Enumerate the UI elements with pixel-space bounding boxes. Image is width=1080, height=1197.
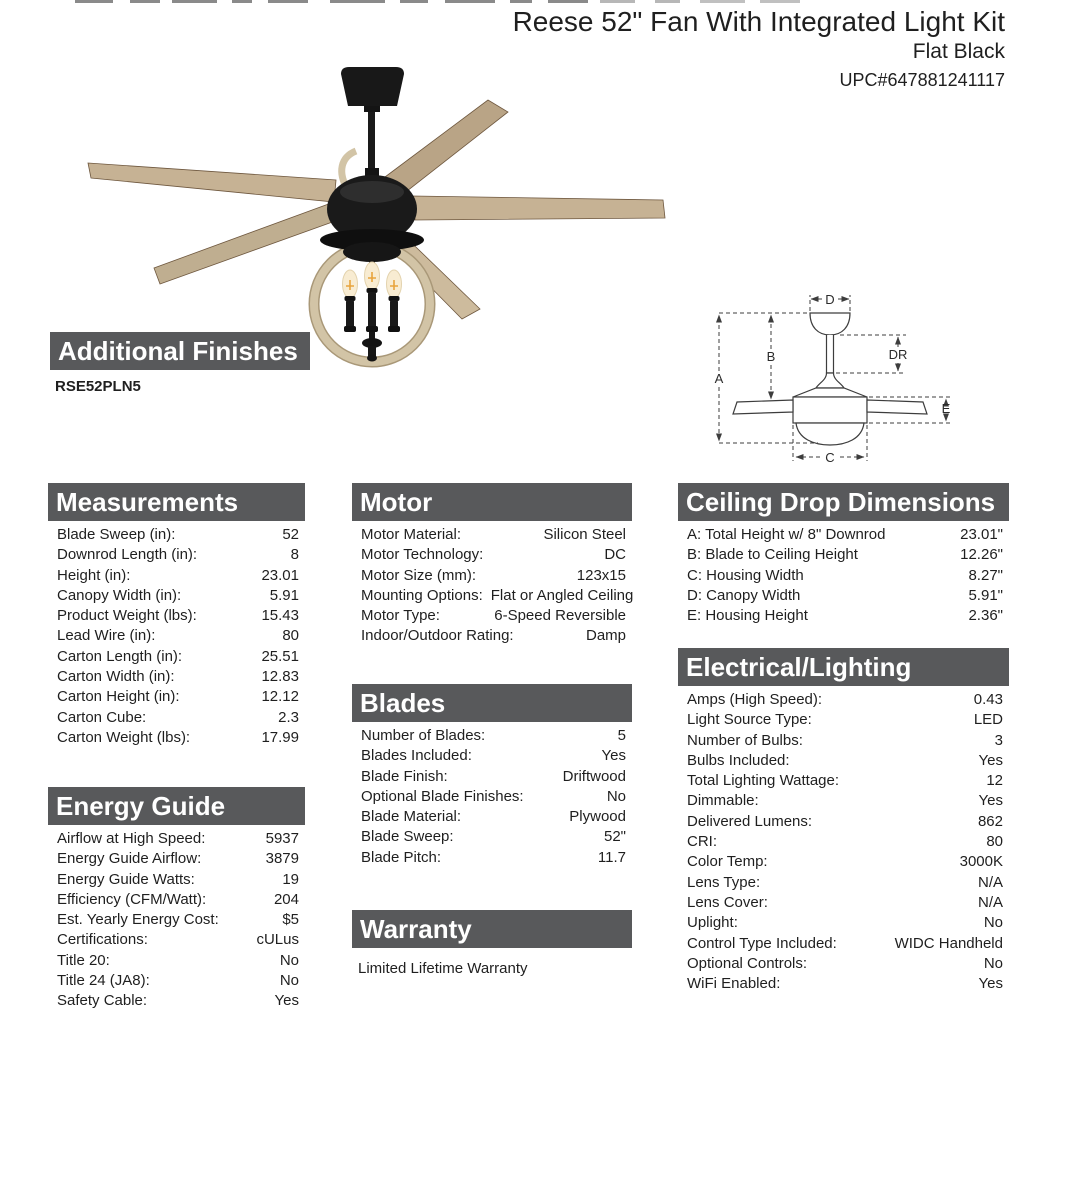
spec-value: LED (973, 711, 1003, 729)
spec-row (48, 971, 305, 991)
light-bulbs (343, 262, 402, 332)
spec-label: E: Housing Height (687, 607, 808, 625)
spec-value: 23.01 (261, 566, 299, 584)
spec-label: Dimmable: (687, 792, 759, 810)
spec-label: Blades Included: (361, 747, 472, 765)
spec-label: WiFi Enabled: (687, 975, 781, 993)
spec-value: 52 (282, 526, 299, 543)
spec-row (48, 930, 305, 950)
dim-label-e: E (941, 401, 951, 416)
spec-row (48, 708, 305, 728)
spec-label: Optional Blade Finishes: (361, 787, 524, 805)
spec-value: 17.99 (261, 728, 299, 746)
dim-B (767, 315, 776, 399)
spec-value: No (279, 951, 299, 969)
spec-row (352, 848, 632, 868)
spec-label: B: Blade to Ceiling Height (687, 546, 858, 564)
electrical-lighting-section (678, 648, 1009, 994)
spec-row (678, 751, 1009, 771)
motor-section (352, 483, 632, 647)
energy-guide-section (48, 787, 305, 1012)
spec-label: Lens Type: (687, 873, 761, 891)
warranty-text: Limited Lifetime Warranty (358, 960, 528, 977)
spec-value: 12.26" (960, 546, 1003, 564)
spec-row (352, 525, 632, 545)
spec-label: Color Temp: (687, 853, 768, 871)
section-header: Motor (352, 483, 632, 521)
spec-value: 6-Speed Reversible (494, 607, 626, 625)
spec-row (48, 545, 305, 565)
spec-row (678, 832, 1009, 852)
spec-value: 5.91 (269, 586, 299, 604)
spec-value: DC (604, 546, 626, 564)
spec-label: Motor Size (mm): (361, 566, 477, 584)
spec-row (678, 586, 1009, 606)
spec-row (678, 566, 1009, 586)
spec-row (352, 827, 632, 847)
spec-value: 11.7 (597, 848, 626, 866)
spec-value: 2.3 (278, 708, 299, 726)
spec-row (678, 791, 1009, 811)
spec-label: Optional Controls: (687, 954, 808, 972)
spec-label: Title 24 (JA8): (57, 972, 150, 990)
spec-label: Blade Sweep (in): (57, 526, 176, 543)
spec-value: No (983, 914, 1003, 932)
spec-value: No (983, 954, 1003, 972)
product-upc: UPC#647881241117 (839, 70, 1005, 90)
spec-row (48, 667, 305, 687)
ceiling-drop-dimensions-section (678, 483, 1009, 626)
section-header: Ceiling Drop Dimensions (678, 483, 1009, 521)
spec-row (352, 606, 632, 626)
spec-value: $5 (282, 911, 299, 929)
spec-label: Carton Length (in): (57, 647, 183, 665)
spec-row (352, 545, 632, 565)
spec-label: C: Housing Width (687, 566, 804, 584)
spec-row (678, 913, 1009, 933)
product-photo (80, 62, 670, 372)
spec-value: 2.36" (968, 607, 1003, 625)
spec-row (48, 829, 305, 849)
additional-finishes-section (50, 332, 310, 395)
spec-value: 19 (282, 870, 299, 888)
spec-value: 52" (603, 828, 626, 846)
spec-row (48, 586, 305, 606)
spec-label: Delivered Lumens: (687, 812, 813, 830)
spec-value: 15.43 (261, 607, 299, 625)
spec-value: Yes (978, 792, 1003, 810)
spec-row (678, 873, 1009, 893)
spec-value: Yes (601, 747, 626, 765)
spec-row (48, 606, 305, 626)
spec-row (48, 687, 305, 707)
warranty-section (352, 910, 632, 977)
spec-value: 80 (282, 627, 299, 645)
spec-value: N/A (977, 873, 1003, 891)
spec-label: Number of Bulbs: (687, 731, 803, 749)
spec-value: 5.91" (968, 586, 1003, 604)
spec-row (678, 893, 1009, 913)
spec-value: N/A (977, 893, 1003, 911)
spec-row (678, 731, 1009, 751)
spec-value: Yes (978, 751, 1003, 769)
spec-value: 5937 (265, 830, 299, 847)
spec-label: Uplight: (687, 914, 738, 932)
spec-value: No (279, 972, 299, 990)
spec-value: 23.01" (960, 526, 1003, 543)
spec-value: 8.27" (968, 566, 1003, 584)
spec-value: Plywood (569, 808, 626, 826)
dim-label-c: C (825, 450, 835, 465)
spec-label: Carton Height (in): (57, 688, 180, 706)
spec-row (678, 525, 1009, 545)
section-header: Additional Finishes (50, 332, 310, 370)
spec-value: 80 (986, 833, 1003, 851)
spec-value: 25.51 (261, 647, 299, 665)
dim-label-a: A (714, 371, 724, 386)
spec-value: 123x15 (576, 566, 626, 584)
spec-label: Title 20: (57, 951, 110, 969)
spec-value: 3000K (959, 853, 1003, 871)
spec-label: Number of Blades: (361, 727, 486, 744)
spec-row (48, 566, 305, 586)
spec-value: WIDC Handheld (894, 934, 1003, 952)
dim-D (810, 292, 850, 311)
spec-row (48, 951, 305, 971)
spec-value: 12 (986, 772, 1003, 790)
spec-value: cULus (256, 931, 299, 949)
spec-row (352, 787, 632, 807)
spec-label: CRI: (687, 833, 717, 851)
spec-label: A: Total Height w/ 8" Downrod (687, 526, 886, 543)
spec-row (678, 606, 1009, 626)
spec-value: 3 (994, 731, 1003, 749)
dim-DR (836, 335, 907, 373)
spec-value: Flat or Angled Ceiling (490, 586, 634, 604)
spec-row (678, 852, 1009, 872)
spec-value: No (606, 787, 626, 805)
fan-canopy (341, 67, 404, 106)
spec-label: Efficiency (CFM/Watt): (57, 890, 207, 908)
spec-label: Blade Sweep: (361, 828, 454, 846)
spec-row (48, 991, 305, 1011)
spec-label: Blade Finish: (361, 767, 448, 785)
spec-value: Yes (978, 975, 1003, 993)
spec-value: Yes (274, 992, 299, 1010)
spec-label: Motor Type: (361, 607, 440, 625)
spec-label: Carton Weight (lbs): (57, 728, 191, 746)
spec-row (678, 545, 1009, 565)
spec-value: 0.43 (973, 691, 1003, 708)
spec-value: Damp (585, 627, 626, 645)
section-header: Blades (352, 684, 632, 722)
spec-row (352, 626, 632, 646)
spec-row (48, 626, 305, 646)
spec-label: Lead Wire (in): (57, 627, 156, 645)
spec-row (678, 974, 1009, 994)
spec-row (48, 910, 305, 930)
blades-section (352, 684, 632, 868)
spec-row (678, 690, 1009, 710)
spec-value: 8 (290, 546, 299, 564)
spec-value: 3879 (265, 850, 299, 868)
dimension-diagram (690, 283, 1010, 478)
section-header: Electrical/Lighting (678, 648, 1009, 686)
spec-row (352, 566, 632, 586)
spec-row (352, 807, 632, 827)
product-finish: Flat Black (912, 40, 1005, 63)
diagram-fan-outline (733, 313, 927, 445)
spec-row (352, 586, 632, 606)
spec-row (352, 746, 632, 766)
spec-value: 862 (977, 812, 1003, 830)
spec-value: 12.83 (261, 668, 299, 686)
spec-label: Indoor/Outdoor Rating: (361, 627, 514, 645)
spec-label: Blade Pitch: (361, 848, 442, 866)
spec-row (48, 890, 305, 910)
spec-value: 204 (273, 890, 299, 908)
product-title: Reese 52" Fan With Integrated Light Kit (512, 6, 1005, 37)
spec-value: 12.12 (261, 688, 299, 706)
dim-label-b: B (766, 349, 776, 364)
spec-value: Silicon Steel (543, 526, 626, 543)
spec-label: Amps (High Speed): (687, 691, 823, 708)
measurements-section (48, 483, 305, 748)
spec-row (678, 812, 1009, 832)
spec-row (352, 767, 632, 787)
section-header: Warranty (352, 910, 632, 948)
spec-label: Safety Cable: (57, 992, 148, 1010)
spec-label: Product Weight (lbs): (57, 607, 197, 625)
spec-label: Motor Material: (361, 526, 462, 543)
spec-row (48, 849, 305, 869)
spec-label: Energy Guide Airflow: (57, 850, 202, 868)
spec-label: Total Lighting Wattage: (687, 772, 840, 790)
spec-row (48, 728, 305, 748)
spec-value: 5 (617, 727, 626, 744)
spec-label: Certifications: (57, 931, 148, 949)
spec-label: Bulbs Included: (687, 751, 790, 769)
spec-row (678, 710, 1009, 730)
spec-label: Mounting Options: (361, 586, 483, 604)
spec-row (48, 525, 305, 545)
spec-row (48, 647, 305, 667)
spec-label: Carton Cube: (57, 708, 147, 726)
section-header: Measurements (48, 483, 305, 521)
spec-value: Driftwood (562, 767, 626, 785)
spec-label: Light Source Type: (687, 711, 812, 729)
spec-label: Height (in): (57, 566, 131, 584)
dim-label-d: D (825, 292, 835, 307)
finish-model-number: RSE52PLN5 (55, 378, 141, 395)
spec-label: Blade Material: (361, 808, 462, 826)
spec-label: Canopy Width (in): (57, 586, 182, 604)
spec-label: Energy Guide Watts: (57, 870, 195, 888)
spec-row (678, 934, 1009, 954)
spec-label: Control Type Included: (687, 934, 837, 952)
spec-row (678, 771, 1009, 791)
spec-label: Carton Width (in): (57, 668, 175, 686)
spec-row (678, 954, 1009, 974)
spec-label: Airflow at High Speed: (57, 830, 206, 847)
spec-row (352, 726, 632, 746)
section-header: Energy Guide (48, 787, 305, 825)
spec-label: Est. Yearly Energy Cost: (57, 911, 219, 929)
spec-row (48, 870, 305, 890)
spec-label: Motor Technology: (361, 546, 484, 564)
spec-label: Downrod Length (in): (57, 546, 198, 564)
spec-label: D: Canopy Width (687, 586, 801, 604)
dim-label-dr: DR (888, 347, 908, 362)
spec-label: Lens Cover: (687, 893, 768, 911)
